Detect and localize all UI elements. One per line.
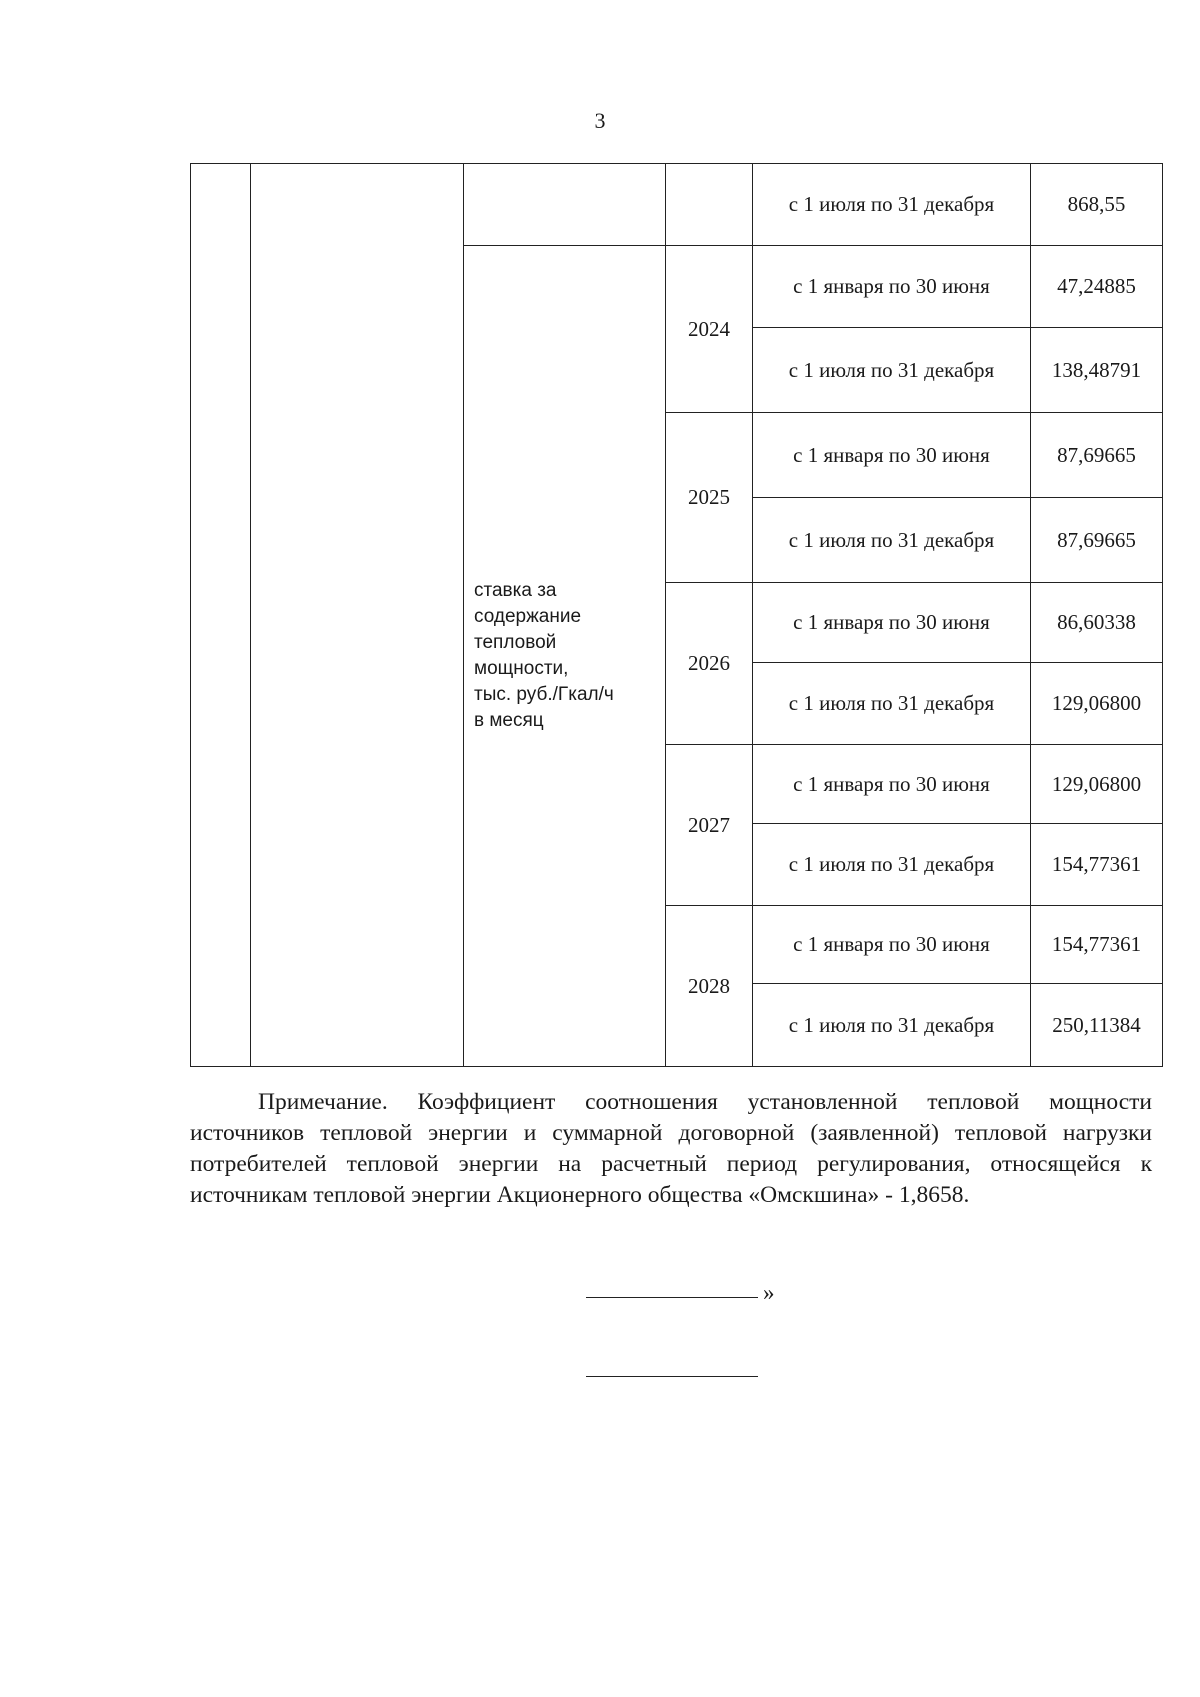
value-cell: 87,69665 <box>1031 498 1163 583</box>
period-cell: с 1 января по 30 июня <box>753 583 1031 663</box>
previous-year-cell <box>666 164 753 246</box>
value-cell: 154,77361 <box>1031 824 1163 906</box>
value-cell: 129,06800 <box>1031 745 1163 824</box>
value-cell: 868,55 <box>1031 164 1163 246</box>
note-paragraph: Примечание. Коэффициент соотношения установленной тепловой мощности источников тепловой энергии и суммарной договорной (заявленной) тепловой нагрузки потребителей тепловой энергии на расчетный период регулирования, относящейся к источникам тепловой энергии Акционерного общества «Омскшина» - 1,8658. <box>190 1089 1152 1208</box>
rate-label-line: содержание <box>474 606 582 627</box>
value-cell: 250,11384 <box>1031 984 1163 1067</box>
period-cell: с 1 июля по 31 декабря <box>753 663 1031 745</box>
period-cell: с 1 июля по 31 декабря <box>753 498 1031 583</box>
number-column-cell <box>191 164 251 1067</box>
table-row <box>191 164 1163 246</box>
period-cell: с 1 января по 30 июня <box>753 906 1031 984</box>
rate-label-line: в месяц <box>474 710 544 731</box>
rate-label-cell <box>464 246 666 1067</box>
period-cell: с 1 января по 30 июня <box>753 745 1031 824</box>
value-cell: 87,69665 <box>1031 413 1163 498</box>
period-cell: с 1 июля по 31 декабря <box>753 164 1031 246</box>
year-cell: 2026 <box>666 583 753 745</box>
year-cell: 2025 <box>666 413 753 583</box>
value-cell: 129,06800 <box>1031 663 1163 745</box>
signature-line <box>586 1297 758 1298</box>
period-cell: с 1 января по 30 июня <box>753 246 1031 328</box>
period-cell: с 1 июля по 31 декабря <box>753 328 1031 413</box>
rate-label-line: тепловой <box>474 632 557 653</box>
rate-label-line: мощности, <box>474 658 569 679</box>
value-cell: 86,60338 <box>1031 583 1163 663</box>
rate-label-line: тыс. руб./Гкал/ч <box>474 684 614 705</box>
value-cell: 154,77361 <box>1031 906 1163 984</box>
period-cell: с 1 июля по 31 декабря <box>753 984 1031 1067</box>
period-cell: с 1 января по 30 июня <box>753 413 1031 498</box>
closing-quote: » <box>763 1280 775 1305</box>
previous-rate-label-cell <box>464 164 666 246</box>
value-cell: 47,24885 <box>1031 246 1163 328</box>
separator-line <box>586 1376 758 1377</box>
organization-column-cell <box>251 164 464 1067</box>
tariff-table <box>190 163 1163 1067</box>
year-cell: 2024 <box>666 246 753 413</box>
rate-label-line: ставка за <box>474 580 557 601</box>
period-cell: с 1 июля по 31 декабря <box>753 824 1031 906</box>
year-cell: 2028 <box>666 906 753 1067</box>
page-number: 3 <box>594 108 606 133</box>
value-cell: 138,48791 <box>1031 328 1163 413</box>
year-cell: 2027 <box>666 745 753 906</box>
